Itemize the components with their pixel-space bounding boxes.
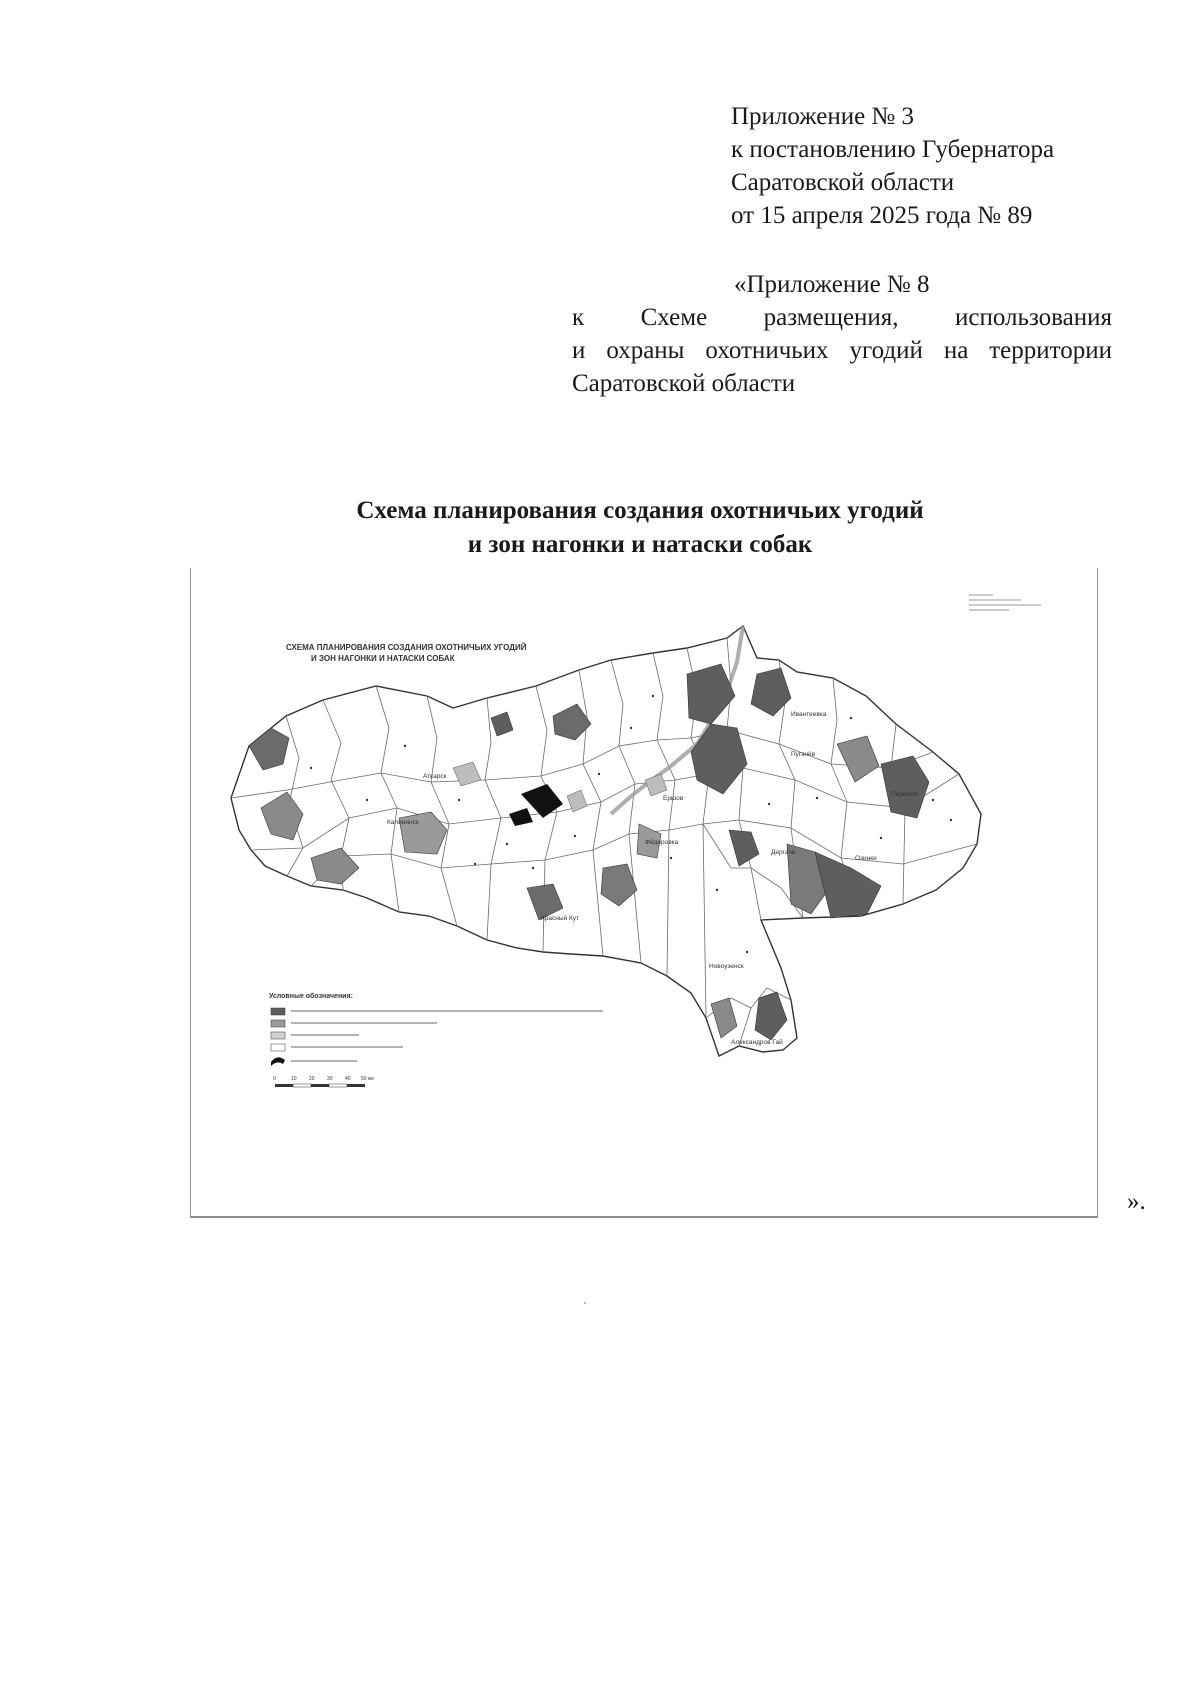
- place-label: Дергачи: [771, 849, 796, 856]
- appendix-reference: [731, 100, 1151, 232]
- appendix-line: Приложение № 3: [731, 103, 915, 130]
- place-label: Александров Гай: [731, 1039, 783, 1046]
- legend-swatch-white: [271, 1044, 285, 1051]
- scale-tick: 10: [291, 1076, 297, 1082]
- appendix-line: Саратовской области: [731, 169, 955, 196]
- scheme-reference: [572, 268, 1112, 400]
- place-label: Калининск: [387, 819, 419, 826]
- document-title-line: и зон нагонки и натаски собак: [467, 531, 813, 558]
- place-label: Озинки: [855, 855, 877, 862]
- scale-tick: 40: [345, 1076, 351, 1082]
- scale-tick: 20: [309, 1076, 315, 1082]
- place-label: Аткарск: [423, 773, 447, 780]
- scale-tick: 30: [327, 1076, 333, 1082]
- region-map: [191, 568, 1097, 1216]
- map-frame: [190, 568, 1098, 1218]
- document-title: [200, 494, 1080, 562]
- appendix-line: к постановлению Губернатора: [731, 136, 1055, 163]
- map-title-line: СХЕМА ПЛАНИРОВАНИЯ СОЗДАНИЯ ОХОТНИЧЬИХ УГОДИЙ: [286, 643, 527, 652]
- document-title-line: Схема планирования создания охотничьих угодий: [356, 497, 924, 524]
- map-title-line: И ЗОН НАГОНКИ И НАТАСКИ СОБАК: [311, 654, 455, 663]
- scheme-line: Саратовской области: [572, 370, 796, 397]
- legend-swatch-medium: [271, 1020, 285, 1027]
- scheme-line: «Приложение № 8: [734, 271, 930, 298]
- legend-swatch-light: [271, 1032, 285, 1039]
- scheme-line: к Схеме размещения, использования: [572, 304, 1112, 331]
- scan-speck: [584, 1302, 586, 1304]
- place-label: Ершов: [663, 795, 684, 802]
- scale-bar: [273, 1076, 374, 1087]
- place-label: Фёдоровка: [645, 839, 679, 846]
- place-label: Перелюб: [891, 791, 919, 798]
- place-label: Красный Кут: [541, 915, 579, 922]
- scheme-line: и охраны охотничьих угодий на территории: [572, 337, 1112, 364]
- closing-quote: ».: [1127, 1188, 1146, 1215]
- region-outline: [231, 626, 981, 1056]
- legend-heading: Условные обозначения:: [269, 993, 353, 1000]
- place-label: Пугачёв: [791, 751, 816, 758]
- legend-swatch-dark: [271, 1008, 285, 1015]
- map-legend: [269, 992, 603, 1066]
- scale-tick: 50 км: [361, 1076, 374, 1082]
- legend-swatch-black: [271, 1057, 285, 1066]
- place-label: Новоузенск: [709, 963, 744, 970]
- scale-tick: 0: [273, 1076, 276, 1082]
- map-corner-note: [969, 595, 1041, 610]
- place-label: Ивантеевка: [791, 711, 827, 718]
- appendix-line: от 15 апреля 2025 года № 89: [731, 202, 1033, 229]
